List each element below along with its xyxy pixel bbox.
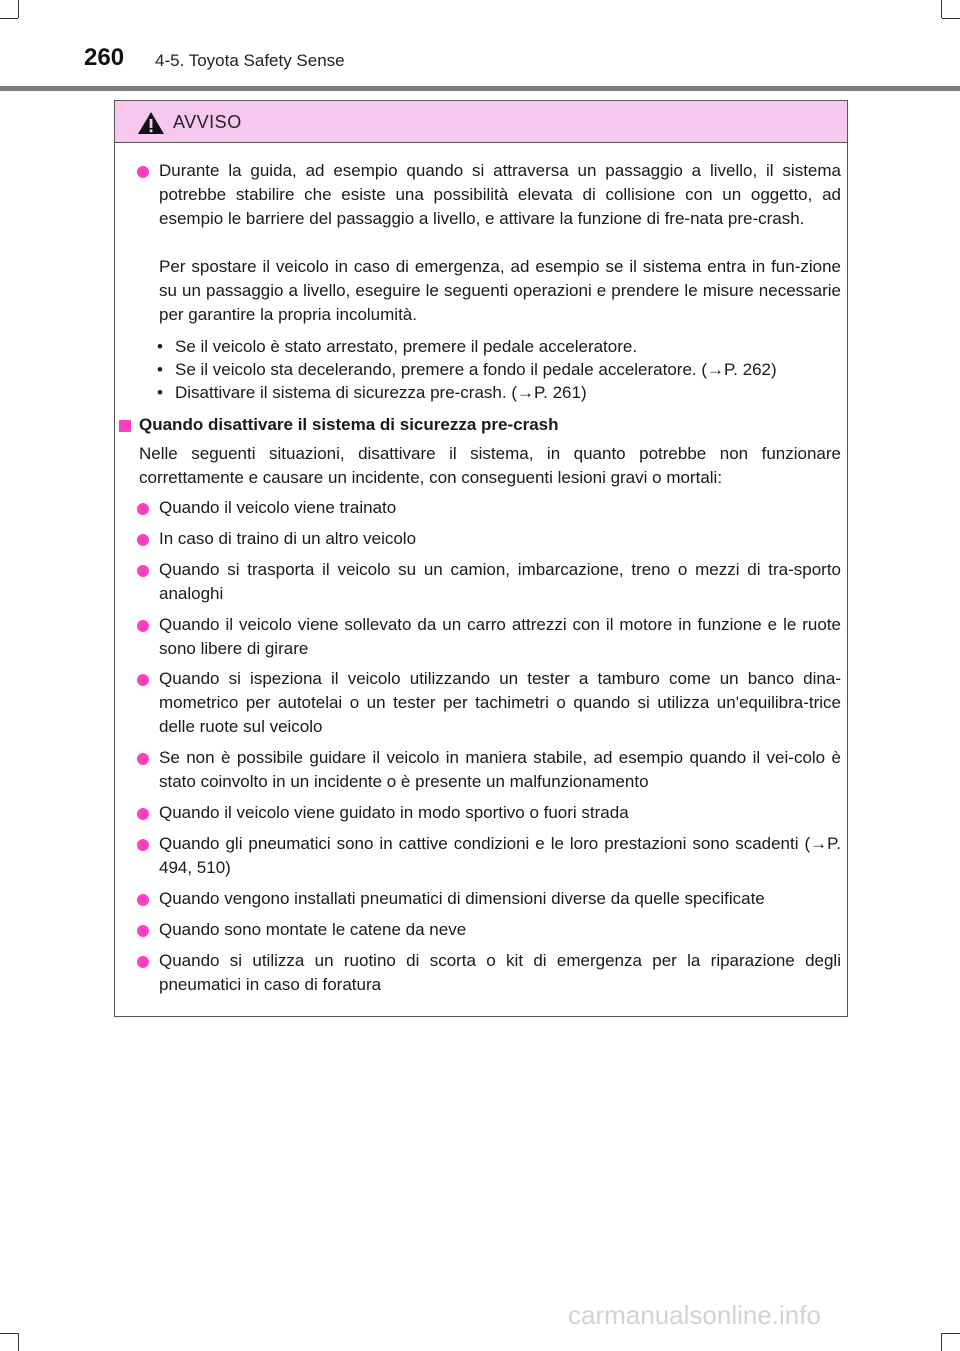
section-heading: Quando disattivare il sistema di sicurezza pre-crash — [139, 415, 559, 434]
header-rule — [0, 86, 960, 91]
bullet-dot-icon — [137, 674, 149, 686]
bullet-dot-icon — [137, 620, 149, 632]
section-title: 4-5. Toyota Safety Sense — [155, 51, 345, 70]
sub-bullet-text: Se il veicolo sta decelerando, premere a fondo il pedale acceleratore. (→P. 262) — [175, 360, 777, 379]
bullet-dot-icon — [137, 565, 149, 577]
crop-mark — [18, 1333, 19, 1351]
list-item: Quando si trasporta il veicolo su un camion, imbarcazione, treno o mezzi di tra-sporto analoghi — [159, 560, 841, 603]
watermark: carmanualsonline.info — [568, 1300, 821, 1330]
list-item: Se non è possibile guidare il veicolo in maniera stabile, ad esempio quando il vei-colo è stato coinvolto in un incidente o è presente un malfunzionamento — [159, 748, 841, 791]
bullet-dot-icon — [137, 534, 149, 546]
intro-item: Durante la guida, ad esempio quando si attraversa un passaggio a livello, il sistema potrebbe stabilire che esiste una possibilità elevata di collisione con un oggetto, ad esempio le barriere del passaggio a livello, e attivare la funzione di fre-nata pre-crash. — [159, 161, 841, 228]
bullet-dot-icon — [137, 503, 149, 515]
sub-bullet-marker: • — [157, 337, 163, 356]
crop-mark — [0, 18, 18, 19]
crop-mark — [941, 1333, 942, 1351]
crop-mark — [18, 0, 19, 18]
warning-header — [115, 101, 847, 143]
list-item: In caso di traino di un altro veicolo — [159, 529, 417, 548]
sub-bullet — [157, 381, 855, 405]
list-item: Quando il veicolo viene guidato in modo sportivo o fuori strada — [159, 803, 629, 822]
sub-bullet — [157, 358, 855, 382]
list-item: Quando il veicolo viene trainato — [159, 498, 397, 517]
sub-bullet-text: Disattivare il sistema di sicurezza pre-crash. (→P. 261) — [175, 383, 587, 402]
bullet-dot-icon — [137, 925, 149, 937]
bullet-dot-icon — [137, 753, 149, 765]
bullet-dot-icon — [137, 808, 149, 820]
bullet-dot-icon — [137, 839, 149, 851]
crop-mark — [941, 0, 942, 18]
sub-bullet — [157, 335, 855, 359]
crop-mark — [0, 1333, 18, 1334]
sub-bullet-marker: • — [157, 383, 163, 402]
list-item: Quando si ispeziona il veicolo utilizzando un tester a tamburo come un banco dina-mometrico per autotelai o un tester per tachimetri o quando si utilizza un'equilibra-trice delle ruote sul veicolo — [159, 669, 841, 736]
intro-item-continued: Per spostare il veicolo in caso di emergenza, ad esempio se il sistema entra in fun-zione su un passaggio a livello, eseguire le seguenti operazioni e prendere le misure necessarie per garantire la propria incolumità. — [159, 257, 841, 324]
bullet-dot-icon — [137, 894, 149, 906]
sub-bullet-marker: • — [157, 360, 163, 379]
list-item: Quando si utilizza un ruotino di scorta o kit di emergenza per la riparazione degli pneumatici in caso di foratura — [159, 951, 841, 994]
bullet-dot-icon — [137, 956, 149, 968]
list-item: Quando vengono installati pneumatici di dimensioni diverse da quelle specificate — [159, 889, 765, 908]
list-item: Quando il veicolo viene sollevato da un carro attrezzi con il motore in funzione e le ruote sono libere di girare — [159, 615, 841, 658]
section-square-icon — [119, 420, 131, 432]
crop-mark — [942, 18, 960, 19]
warning-triangle-icon — [137, 111, 165, 135]
section-intro: Nelle seguenti situazioni, disattivare il sistema, in quanto potrebbe non funzionare correttamente e causare un incidente, con conseguenti lesioni gravi o mortali: — [139, 444, 841, 487]
bullet-dot-icon — [137, 166, 149, 178]
page-number: 260 — [84, 44, 125, 71]
sub-bullet-text: Se il veicolo è stato arrestato, premere il pedale acceleratore. — [175, 337, 638, 356]
crop-mark — [942, 1333, 960, 1334]
list-item: Quando gli pneumatici sono in cattive condizioni e le loro prestazioni sono scadenti (→P. 494, 510) — [159, 834, 841, 877]
warning-title: AVVISO — [173, 112, 242, 132]
list-item: Quando sono montate le catene da neve — [159, 920, 467, 939]
warning-box — [114, 100, 848, 1017]
